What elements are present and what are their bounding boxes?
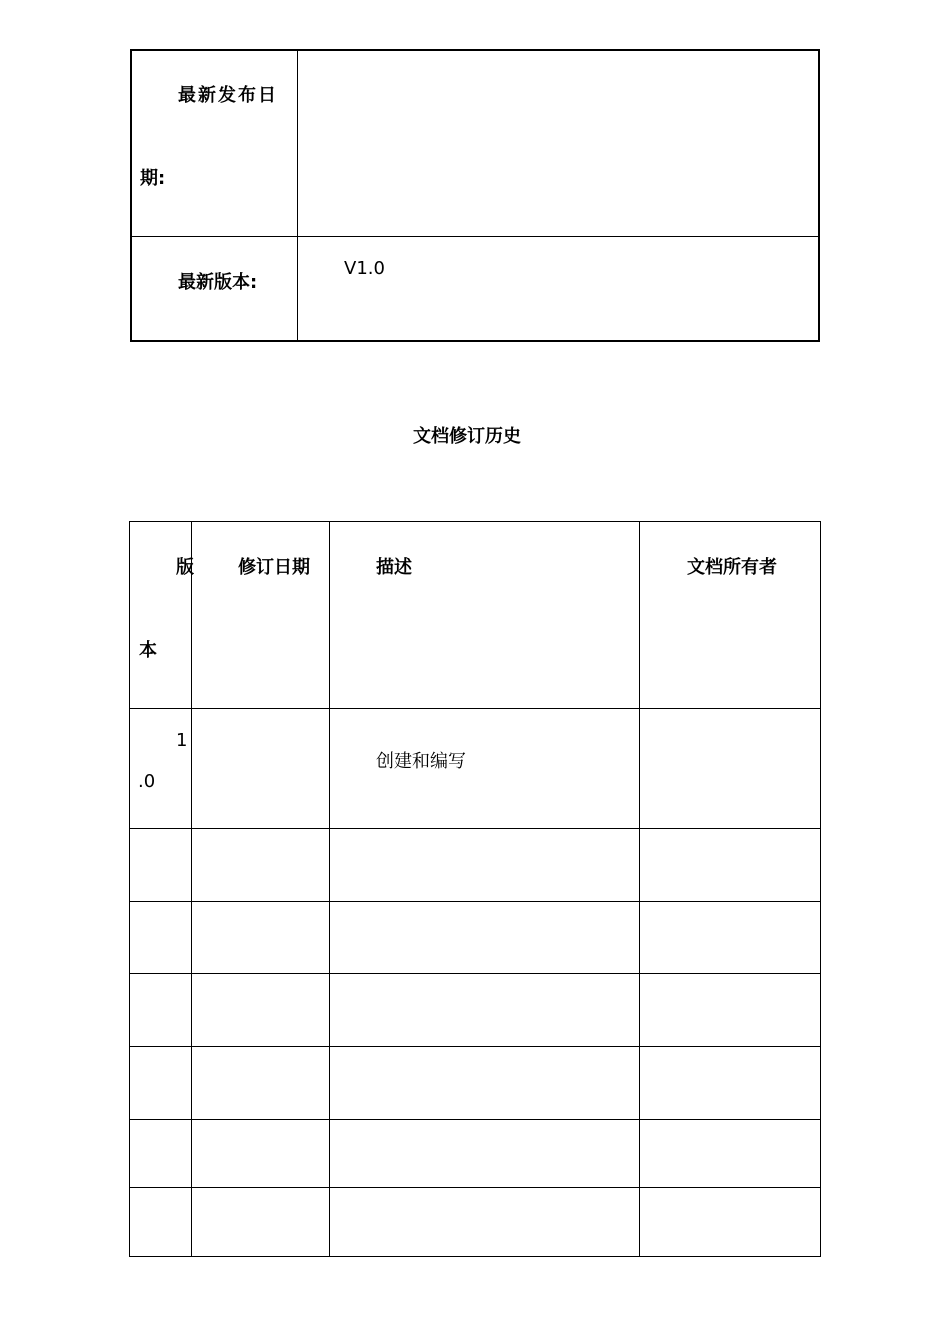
release-date-label-line2: 期: (140, 168, 166, 189)
history-col-divider (191, 521, 192, 1257)
history-border-left (129, 521, 130, 1257)
history-row-divider (129, 1187, 821, 1188)
info-table-border-left (130, 49, 132, 342)
history-border-bottom (129, 1256, 821, 1257)
release-date-label-line1: 最新发布日 (178, 85, 278, 106)
history-row-divider (129, 1119, 821, 1120)
header-version-line2: 本 (139, 640, 157, 661)
header-document-owner: 文档所有者 (687, 557, 777, 578)
version-value: V1.0 (344, 258, 385, 279)
history-border-right (820, 521, 821, 1257)
row-version-line1: 1 (176, 730, 188, 751)
history-col-divider (639, 521, 640, 1257)
header-revision-date: 修订日期 (238, 557, 310, 578)
history-row-divider (129, 828, 821, 829)
history-row-divider (129, 973, 821, 974)
section-title: 文档修订历史 (413, 426, 521, 447)
history-border-top (129, 521, 821, 522)
row-version-line2: .0 (138, 771, 156, 792)
info-table-border-top (130, 49, 820, 51)
info-table-divider-row (130, 236, 820, 237)
history-row-divider (129, 708, 821, 709)
info-table (130, 49, 820, 342)
history-row-divider (129, 1046, 821, 1047)
version-label: 最新版本: (178, 272, 258, 293)
row-description: 创建和编写 (376, 751, 466, 772)
header-version-line1: 版 (176, 557, 194, 578)
revision-history-table (129, 521, 821, 1257)
info-table-border-right (818, 49, 820, 342)
history-row-divider (129, 901, 821, 902)
info-table-divider-col (297, 49, 298, 342)
header-description: 描述 (376, 557, 412, 578)
info-table-border-bottom (130, 340, 820, 342)
history-col-divider (329, 521, 330, 1257)
